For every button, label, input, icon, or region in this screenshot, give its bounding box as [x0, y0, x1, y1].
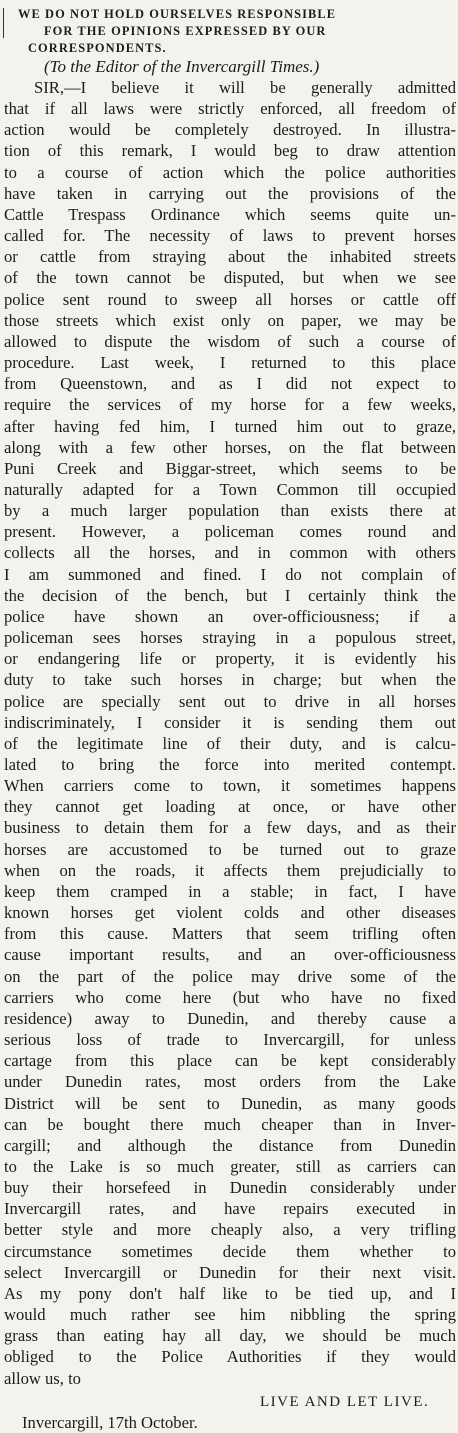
letter-line: collects all the horses, and in common with others [4, 543, 456, 563]
letter-line: I am summoned and fined. I do not complain of [4, 564, 456, 584]
letter-line: or cattle from straying about the inhabited streets [4, 247, 456, 267]
column-rule [3, 8, 4, 38]
letter-line: Cattle Trespass Ordinance which seems quite un- [4, 204, 456, 224]
letter-line: from Queenstown, and as I did not expect to [4, 374, 456, 394]
letter-line: on the part of the police may drive some of the [4, 966, 456, 986]
letter-line: from this cause. Matters that seem trifling often [4, 924, 456, 944]
place-and-date: Invercargill, 17th October. [22, 1412, 198, 1432]
letter-line: horses are accustomed to be turned out to graze [4, 839, 456, 859]
disclaimer-line-1: WE DO NOT HOLD OURSELVES RESPONSIBLE [18, 7, 337, 21]
letter-line: require the services of my horse for a few weeks, [4, 395, 456, 415]
letter-line: cargill; and although the distance from Dunedin [4, 1135, 456, 1155]
letter-line: under Dunedin rates, most orders from the Lake [4, 1072, 456, 1092]
letter-line: procedure. Last week, I returned to this place [4, 353, 456, 373]
letter-line: police have shown an over-officiousness; if a [4, 606, 456, 626]
disclaimer-heading [0, 6, 458, 57]
letter-line: police sent round to sweep all horses or cattle off [4, 289, 456, 309]
letter-line: When carriers come to town, it sometimes happens [4, 776, 456, 796]
letter-line: to the Lake is so much greater, still as carriers can [4, 1156, 456, 1176]
letter-line: present. However, a policeman comes round and [4, 522, 456, 542]
letter-line: that if all laws were strictly enforced, all freedom of [4, 99, 456, 119]
letter-line: cartage from this place can be kept considerably [4, 1051, 456, 1071]
letter-line: Puni Creek and Biggar-street, which seems to be [4, 458, 456, 478]
letter-line: business to detain them for a few days, and as their [4, 818, 456, 838]
letter-line: to a course of action which the police authorities [4, 162, 456, 182]
letter-line: buy their horsefeed in Dunedin considerably under [4, 1178, 456, 1198]
disclaimer-line-3: CORRESPONDENTS. [28, 41, 167, 55]
letter-line: along with a few other horses, on the flat between [4, 437, 456, 457]
letter-line: those streets which exist only on paper, we may be [4, 310, 456, 330]
letter-line: known horses get violent colds and other diseases [4, 903, 456, 923]
letter-line: naturally adapted for a Town Common till occupied [4, 479, 456, 499]
letter-line: better style and more cheaply also, a very trifling [4, 1220, 456, 1240]
letter-line: policeman sees horses straying in a populous street, [4, 628, 456, 648]
letter-line: serious loss of trade to Invercargill, for unless [4, 1030, 456, 1050]
letter-line: indiscriminately, I consider it is sending them out [4, 712, 456, 732]
letter-line: can be bought there much cheaper than in Inver- [4, 1114, 456, 1134]
letter-line: tion of this remark, I would beg to draw attention [4, 141, 456, 161]
disclaimer-line-2: FOR THE OPINIONS EXPRESSED BY OUR [44, 24, 327, 38]
letter-line: allowed to dispute the wisdom of such a course of [4, 331, 456, 351]
letter-line: residence) away to Dunedin, and thereby cause a [4, 1008, 456, 1028]
letter-line: police are specially sent out to drive in all horses [4, 691, 456, 711]
letter-line: obliged to the Police Authorities if they would [4, 1347, 456, 1367]
letter-line: of the legitimate line of their duty, and is calcu- [4, 733, 456, 753]
letter-line: cause important results, and an over-officiousness [4, 945, 456, 965]
letter-line: action would be completely destroyed. In illustra- [4, 120, 456, 140]
letter-line: circumstance sometimes decide them whether to [4, 1241, 456, 1261]
letter-body [0, 77, 458, 1389]
letter-line: called for. The necessity of laws to prevent horses [4, 226, 456, 246]
letter-line: they cannot get loading at once, or have other [4, 797, 456, 817]
letter-line: SIR,—I believe it will be generally admitted [34, 78, 456, 97]
letter-line: after having fed him, I turned him out to graze, [4, 416, 456, 436]
letter-line: lated to bring the force into merited contempt. [4, 755, 456, 774]
letter-line: of the town cannot be disputed, but when we see [4, 268, 456, 288]
letter-line: grass than eating hay all day, we should be much [4, 1326, 456, 1346]
letter-line: Invercargill rates, and have repairs executed in [4, 1199, 456, 1219]
letter-line: carriers who come here (but who have no fixed [4, 987, 456, 1007]
letter-line: keep them cramped in a stable; in fact, I have [4, 881, 456, 901]
letter-line: by a much larger population than exists there at [4, 501, 456, 521]
signature: LIVE AND LET LIVE. [260, 1393, 430, 1410]
letter-line: have taken in carrying out the provisions of the [4, 183, 456, 203]
letter-line: As my pony don't half like to be tied up, and I [4, 1283, 456, 1303]
letter-line: the decision of the bench, but I certainly think the [4, 585, 456, 605]
letter-line: select Invercargill or Dunedin for their next visit. [4, 1262, 456, 1282]
addressee-line: (To the Editor of the Invercargill Times.) [44, 57, 320, 76]
letter-line: duty to take such horses in charge; but when the [4, 670, 456, 690]
letter-line: when on the roads, it affects them prejudicially to [4, 860, 456, 880]
letter-line: would much rather see him nibbling the spring [4, 1305, 456, 1325]
letter-line: District will be sent to Dunedin, as many goods [4, 1093, 456, 1113]
letter-line: allow us, to [4, 1368, 81, 1388]
letter-line: or endangering life or property, it is evidently his [4, 649, 456, 669]
